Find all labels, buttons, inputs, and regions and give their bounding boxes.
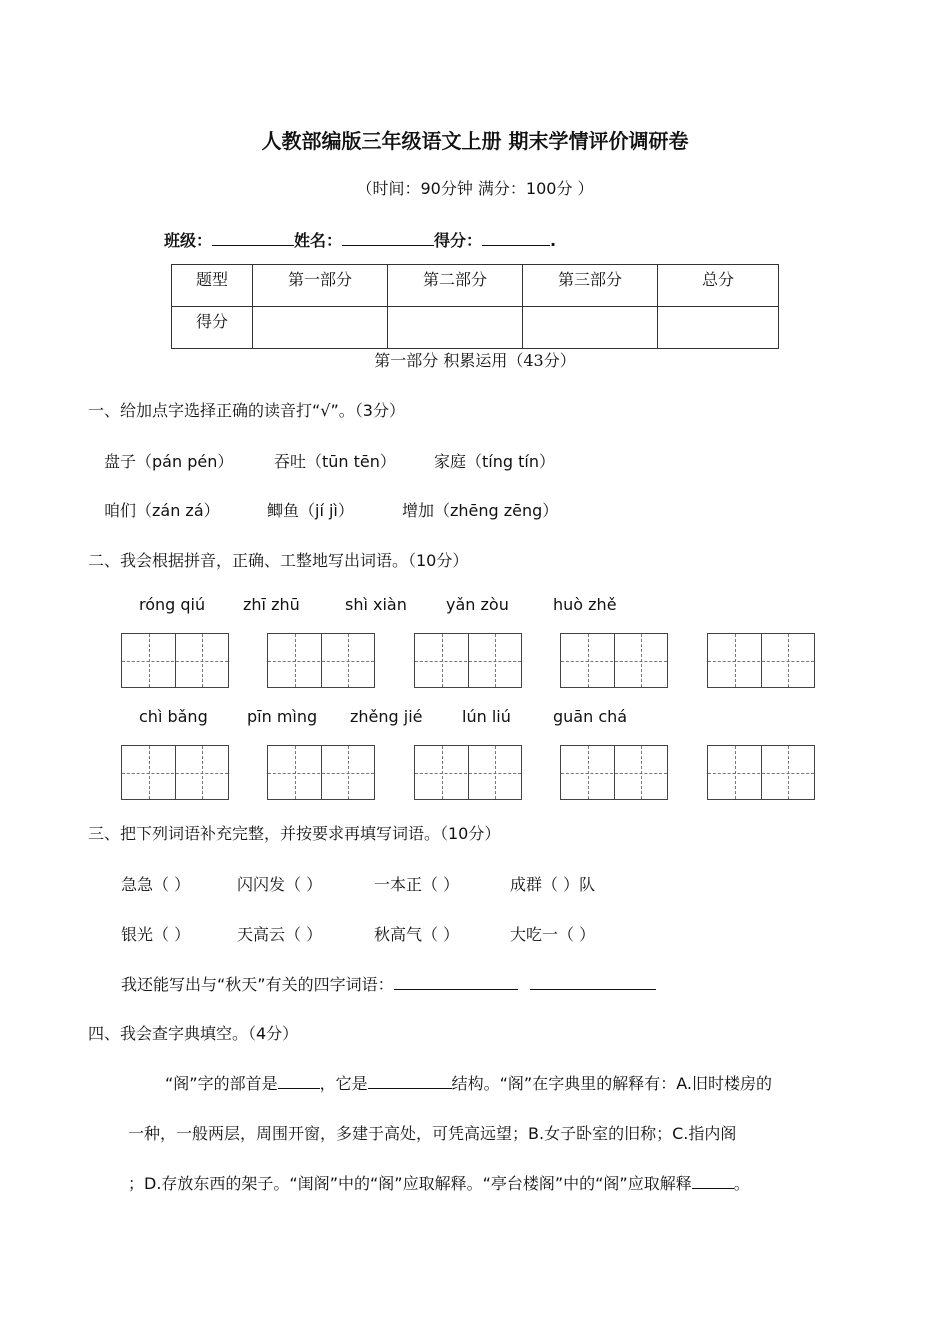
writing-grid[interactable] [267,633,375,688]
class-blank[interactable] [212,231,294,246]
q4-line [128,1171,750,1194]
writing-grid[interactable] [267,745,375,800]
name-label: 姓名： [294,231,343,250]
q4-text: ；D.存放东西的架子。“闺阁”中的“阁”应取解释。“亭台楼阁”中的“阁”应取解释 [128,1174,692,1193]
answer-blank[interactable] [368,1074,452,1089]
q2-pinyin: róng qiú [139,595,206,614]
q3-item[interactable]: 银光（ ） [121,925,191,944]
answer-blank[interactable] [394,975,518,990]
q3-extra-label: 我还能写出与“秋天”有关的四字词语： [121,975,394,994]
part1-heading: 第一部分 积累运用（43分） [374,351,576,370]
q2-pinyin: zhěng jié [350,707,423,726]
q4-line: 一种，一般两层，周围开窗，多建于高处，可凭高远望；B.女子卧室的旧称；C.指内阁 [128,1124,737,1143]
score-table [171,264,779,349]
q2-pinyin: yǎn zòu [446,595,509,614]
writing-grid[interactable] [414,745,522,800]
q4-title: 四、我会查字典填空。（4分） [88,1024,299,1043]
q1-title: 一、给加点字选择正确的读音打“√”。（3分） [88,401,405,420]
page-title: 人教部编版三年级语文上册 期末学情评价调研卷 [261,129,689,153]
writing-grid[interactable] [121,745,229,800]
q2-pinyin: shì xiàn [345,595,407,614]
q2-pinyin: guān chá [553,707,628,726]
q3-item[interactable]: 一本正（ ） [374,875,460,894]
writing-grid[interactable] [414,633,522,688]
score-label: 得分： [434,231,483,250]
class-label: 班级： [164,231,213,250]
score-table-header: 第二部分 [388,265,523,307]
exam-subtitle: （时间：90分钟 满分：100分 ） [356,179,594,198]
answer-blank[interactable] [530,975,656,990]
q4-text: ，它是 [319,1074,368,1093]
score-row-label: 得分 [172,307,253,349]
score-table-header: 第三部分 [523,265,658,307]
score-cell[interactable] [658,307,779,349]
q3-item[interactable]: 大吃一（ ） [510,925,596,944]
q4-text: 结构。“阁”在字典里的解释有：A.旧时楼房的 [451,1074,772,1093]
q1-item[interactable]: 咱们（zán zá） [104,501,220,520]
q4-line [165,1071,772,1094]
info-end-dot: . [550,231,557,250]
writing-grid[interactable] [121,633,229,688]
q2-pinyin: zhī zhū [243,595,300,614]
score-table-header: 第一部分 [253,265,388,307]
q2-pinyin: chì bǎng [139,707,208,726]
writing-grid[interactable] [707,745,815,800]
q3-item[interactable]: 天高云（ ） [237,925,323,944]
name-blank[interactable] [342,231,434,246]
q2-pinyin: pīn mìng [247,707,318,726]
q3-item[interactable]: 急急（ ） [121,875,191,894]
q1-item[interactable]: 盘子（pán pén） [104,452,234,471]
score-cell[interactable] [388,307,523,349]
q1-item[interactable]: 增加（zhēng zēng） [402,501,559,520]
writing-grid[interactable] [560,745,668,800]
score-cell[interactable] [253,307,388,349]
score-table-header-row [172,265,779,307]
q1-item[interactable]: 吞吐（tūn tēn） [274,452,396,471]
q4-text: 。 [733,1174,750,1193]
student-info-line [164,228,556,251]
answer-blank[interactable] [278,1074,320,1089]
q3-extra-line [121,972,656,995]
writing-grid[interactable] [560,633,668,688]
q1-item[interactable]: 家庭（tíng tín） [434,452,555,471]
q3-item[interactable]: 闪闪发（ ） [237,875,323,894]
q3-item[interactable]: 成群（ ）队 [510,875,596,894]
q2-pinyin: huò zhě [553,595,617,614]
writing-grid[interactable] [707,633,815,688]
q1-item[interactable]: 鲫鱼（jí jì） [267,501,354,520]
q4-text: “阁”字的部首是 [165,1074,278,1093]
score-table-header: 题型 [172,265,253,307]
q3-item[interactable]: 秋高气（ ） [374,925,460,944]
answer-blank[interactable] [692,1174,734,1189]
score-table-header: 总分 [658,265,779,307]
score-blank[interactable] [482,231,550,246]
q2-pinyin: lún liú [462,707,511,726]
q3-title: 三、把下列词语补充完整，并按要求再填写词语。（10分） [88,824,501,843]
score-cell[interactable] [523,307,658,349]
score-table-score-row [172,307,779,349]
q2-title: 二、我会根据拼音，正确、工整地写出词语。（10分） [88,551,469,570]
